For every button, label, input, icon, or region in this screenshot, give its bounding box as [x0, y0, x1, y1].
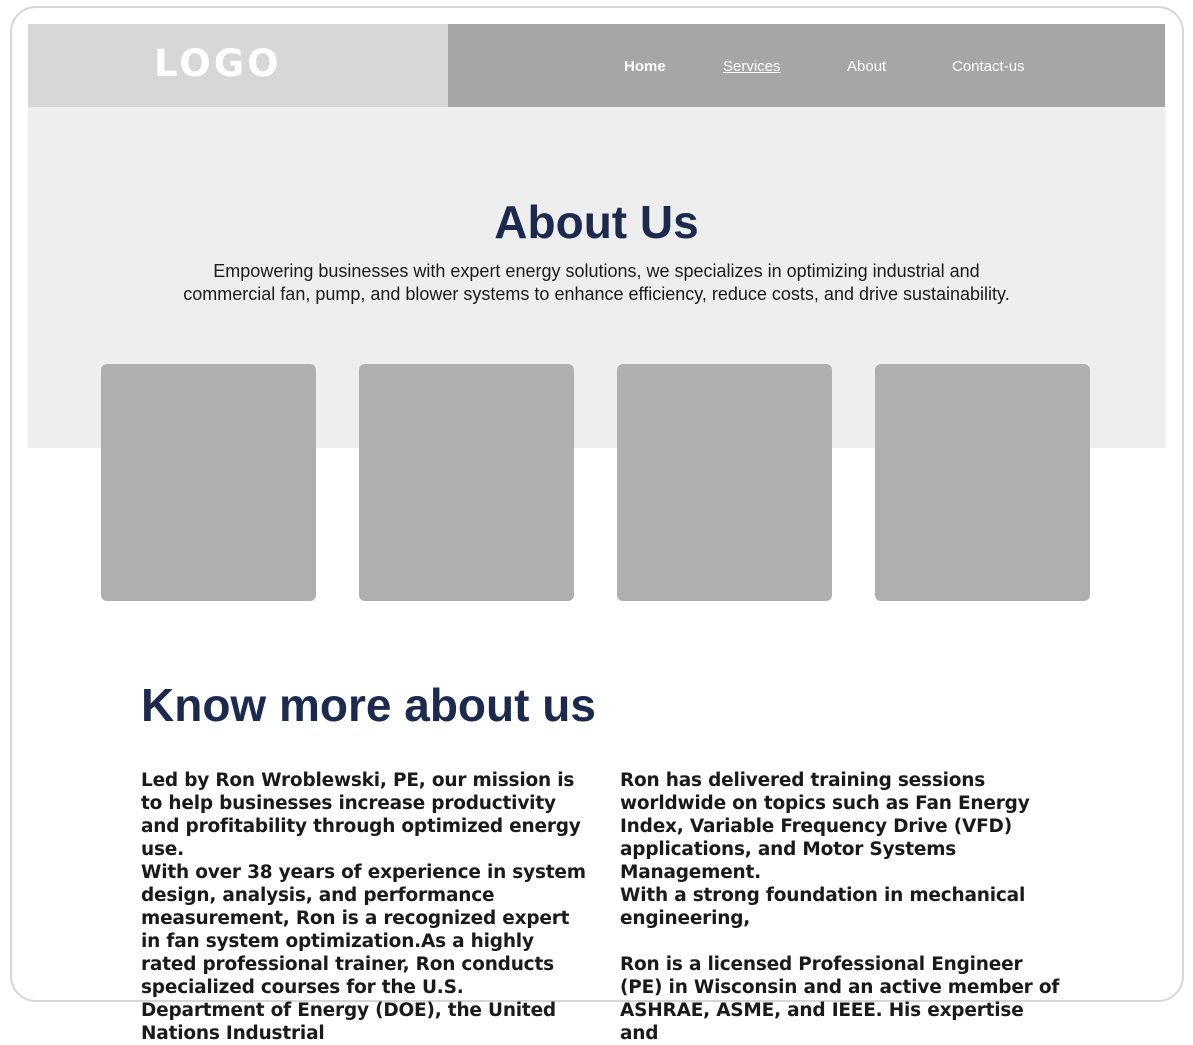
nav-about[interactable]: About: [847, 58, 887, 75]
about-paragraph-left: Led by Ron Wroblewski, PE, our mission is to help businesses increase productivity and profitability through optimized energy use. With over 38 years of experience in system design, analysis, and performance measurement, Ron is a recognized expert in fan system optimization.As a highly rated professional trainer, Ron conducts specialized courses for the U.S. Department of Energy (DOE), the United Nations Industrial: [141, 770, 586, 1044]
image-placeholder-2: [359, 364, 574, 601]
site-header: [28, 24, 1165, 107]
nav-home[interactable]: Home: [624, 58, 666, 75]
main-nav: [448, 24, 1165, 107]
logo-area: [28, 24, 448, 107]
page-title: About Us: [494, 196, 699, 248]
nav-services[interactable]: Services: [723, 58, 781, 75]
about-text-right: [620, 769, 1065, 1044]
image-placeholder-3: [617, 364, 832, 601]
image-placeholder-1: [101, 364, 316, 601]
hero-subtitle: Empowering businesses with expert energy solutions, we specializes in optimizing industrial and commercial fan, pump, and blower systems to enhance efficiency, reduce costs, and drive sustainability.: [183, 261, 1010, 304]
browser-frame: [10, 6, 1184, 1044]
about-text-left: [141, 769, 586, 1044]
image-placeholder-4: [875, 364, 1090, 601]
section-title: Know more about us: [141, 679, 596, 731]
nav-contact-us[interactable]: Contact-us: [952, 58, 1025, 75]
about-paragraph-right: Ron has delivered training sessions worldwide on topics such as Fan Energy Index, Variable Frequency Drive (VFD) applications, and Motor Systems Management. With a strong foundation in mechanical engineering, Ron is a licensed Professional Engineer (PE) in Wisconsin and an active member of ASHRAE, ASME, and IEEE. His expertise and: [620, 770, 1060, 1044]
logo[interactable]: LOGO: [154, 42, 282, 85]
